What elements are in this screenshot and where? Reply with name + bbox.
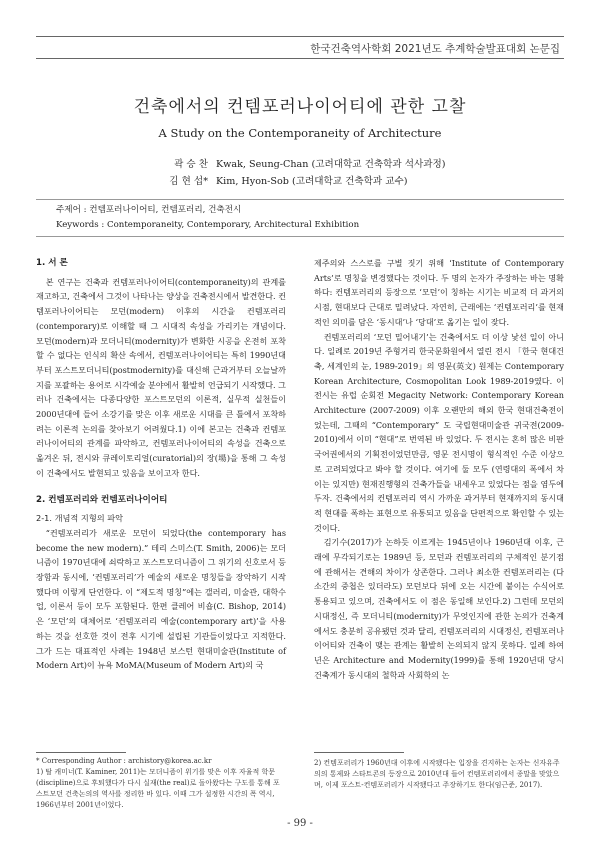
footnote-1: 1) 탈 캐미너(T. Kaminer, 2011)는 모더니즘이 위기를 맞은 이후 자율적 학문(discipline)으로 후퇴했다가 다시 실재(the real)로 돌아왔다는 구도를 통해 포스트모던 건축논의의 역사를 정리한 바 있다. 이때 그가 설정한 시간의 폭 역시, 1966년부터 2001년이었다. [36,768,280,809]
section-heading-introduction: 1. 서 론 [36,258,68,268]
body-paragraph: “컨템포러리가 새로운 모던이 되었다(the contemporary has become the new modern).” 테리 스미스(T. Smith, 2006)는 모더니즘이 1970년대에 쇠락하고 포스트모더니즘이 그 위기의 신호로서 등장함과 동시에, ‘컨템포러리’가 예술의 새로운 명칭들을 장악하기 시작했다며 이렇게 단언한다. 이 “제도적 명칭”에는 갤러리, 미술관, 대학수업, 이론서 등이 모두 포함된다. 한편 클레어 비숍(C. Bishop, 2014)은 ‘모던’의 대체어로 ‘컨템포러리 예술(contemporary art)’을 사용하는 것을 선호한 것이 전후 시기에 설립된 기관들이었다고 지적한다. 그가 드는 대표적인 사례는 1948년 보스턴 현대미술관(Institute of Modern Art)이 뉴욕 MoMA(Museum of Modern Art)의 국 [36,527,286,671]
footnote-rule-right [314,752,404,753]
corresponding-author-note: * Corresponding Author : archistory@korea.ac.kr [36,757,212,765]
footnote-2: 2) 컨템포러리가 1960년대 이후에 시작됐다는 입장을 견지하는 논자는 신자유주의의 통제와 스타트콘의 등장으로 2010년대 들어 컨템포러리에서 종말을 맞았으며, 이제 포스트-컨템포러리가 시작됐다고 주장하기도 한다(임근준, 2017). [314,759,560,789]
author-row [150,156,510,173]
author-name: 김 현 섭* [169,176,208,187]
section-heading-contemporary: 2. 컨템포러리와 컨템포러나이어티 [36,494,168,505]
footnotes-right [314,758,564,791]
body-paragraph: 본 연구는 건축과 컨템포러나이어티(contemporaneity)의 관계를 재고하고, 건축에서 그것이 나타나는 양상을 건축전시에서 발견한다. 컨템포러나이어티는 모던(modern) 이후의 시간을 컨템포러리(contemporary)로 이해할 때 그 시대적 속성을 가리키는 개념이다. 모던(modern)과 모더니티(modernity)가 변화한 시공을 온전히 포착할 수 없다는 인식의 확산 속에서, 컨템포러나이어티는 특히 1990년대부터 포스트모더니티(postmodernity)를 대신해 근과거부터 오늘날까지를 포괄하는 용어로 시각예술 분야에서 활발히 언급되기 시작했다. 그러나 건축에서는 다종다양한 포스트모던의 이론적, 실무적 실천들이 2000년대에 들어 소강기를 맞은 이후 새로운 시대를 큰 틀에서 포착하려는 이론적 논의를 찾아보기 어려웠다.1) 이에 본고는 건축과 컨템포러나이어티의 관계를 파악하고, 컨템포러나이어티의 속성을 건축으로 옮겨온 뒤, 전시와 큐레이토리얼(curatorial)의 장(場)을 통해 그 속성이 건축에서도 발현되고 있음을 보이고자 한다. [36,276,286,478]
author-list [150,156,510,190]
footnote-rule-left [36,752,126,753]
left-column [36,256,286,673]
page-number: - 99 - [287,818,313,829]
author-row [150,173,510,190]
author-detail: Kim, Hyon-Sob (고려대학교 건축학과 교수) [216,176,408,187]
author-detail: Kwak, Seung-Chan (고려대학교 건축학과 석사과정) [216,159,446,170]
keywords-korean: 주제어 : 컨템포러나이어티, 컨템포러리, 건축전시 [56,205,242,215]
header-rule-bottom [36,58,564,59]
header-rule-top [36,36,564,37]
paper-title-english: A Study on the Contemporaneity of Architecture [158,126,442,140]
running-head: 한국건축역사학회 2021년도 추계학술발표대회 논문집 [310,43,560,55]
body-paragraph: 제주의와 스스로를 구별 짓기 위해 ‘Institute of Contemporary Arts’로 명칭을 변경했다는 것이다. 두 명의 논자가 주장하는 바는 명확하다: 컨템포러리의 등장으로 ‘모던’이 칭하는 시기는 비교적 더 과거의 시점, 현대보다 근대로 밀려났다. 자연히, 근래에는 ‘컨템포러리’를 현재적인 의미를 담은 ‘동시대’나 ‘당대’로 옮기는 일이 잦다. [314,258,564,327]
right-column [314,256,564,682]
body-paragraph: 김기수(2017)가 논하듯 이르게는 1945년이나 1960년대 이후, 근래에 무각되기로는 1989년 등, 모던과 컨템포러리의 구체적인 분기점에 관해서는 견해의 차이가 상존한다. 그러나 최소한 컨템포러리는 (다소간의 중첩은 있더라도) 모던보다 뒤에 오는 시간에 붙이는 수식어로 통용되고 있으며, 건축에서도 이 점은 동일해 보인다.2) 그런데 모던의 시대정신, 즉 모더니티(modernity)가 무엇인지에 관한 논의가 건축계에서도 충분히 공유됐던 것과 달리, 컨템포러리의 시대정신, 컨템포러나이어티와 건축이 맺는 관계는 활발히 논의되지 않지 못하다. 일례 하여년은 Architecture and Modernity(1999)를 통해 1920년대 당시 건축계가 동시대의 철학과 사회학의 논 [314,537,564,680]
body-paragraph: 컨템포러리의 ‘모던 밀어내기’는 건축에서도 더 이상 낯선 일이 아니다. 일례로 2019년 주형거리 한국문화원에서 열린 전시 「한국 현대건축, 세계인의 눈, 1989-2019」의 영문(英文) 원제는 Contemporary Korean Architecture, Cosmopolitan Look 1989-2019였다. 이 전시는 유럽 순회전 Megacity Network: Contemporary Korean Architecture (2007-2009) 이후 오랜만의 해외 한국 현대건축전이었는데, 그때의 “Contemporary” 도 국립현대미술관 귀국전(2009-2010)에서 이미 “현대”로 번역된 바 있었다. 두 전시는 혼히 많은 비판국어권에서의 기획전이었던만큼, 영문 전시명이 형식적인 수준 이상으로 고려되었다고 봐야 할 것이다. 여기에 둘 모두 (연령대의 폭에서 차이는 있지만) 현재진행형의 건축가들을 내세우고 있었다는 점을 염두에 두자. 건축에서의 컨템포러리 역시 가까운 과거부터 현재까지의 동시대적 현대를 폭하는 표현으로 유통되고 있음을 단편적으로 확인할 수 있는 것이다. [314,331,564,533]
paper-title-korean: 건축에서의 컨템포러나이어티에 관한 고찰 [133,97,467,117]
author-name: 곽 승 찬 [174,159,208,170]
footnotes-left [36,756,286,811]
keywords-english: Keywords : Contemporaneity, Contemporary, Architectural Exhibition [56,220,360,230]
keywords-box [36,199,564,237]
subsection-heading: 2-1. 개념적 지형의 파악 [36,513,124,524]
